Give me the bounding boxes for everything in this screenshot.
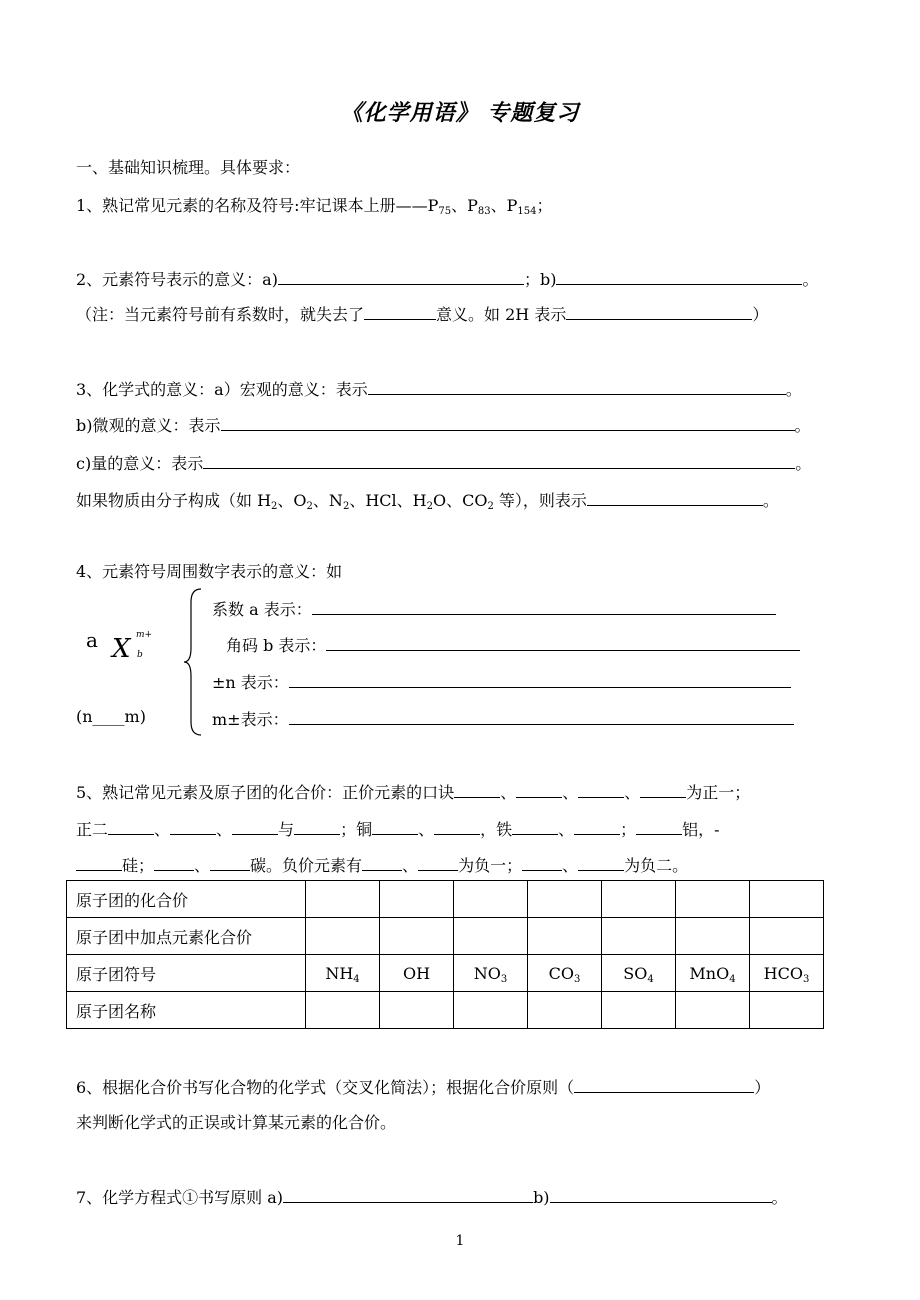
radical-symbol: $CO_3$ <box>528 955 602 992</box>
blank[interactable] <box>454 781 500 798</box>
table-cell[interactable] <box>676 881 750 918</box>
row-header: 原子团中加点元素化合价 <box>67 918 306 955</box>
section2-line2: （注：当元素符号前有系数时，就失去了 意义。如 2H 表示 ） <box>76 305 769 324</box>
row-header: 原子团的化合价 <box>67 881 306 918</box>
section6-line1: 6、根据化合价书写化合物的化学式（交叉化简法）；根据化合价原则（ ） <box>76 1078 771 1097</box>
blank[interactable] <box>434 818 480 835</box>
blank[interactable] <box>636 818 682 835</box>
section7-line1: 7、化学方程式①书写原则 a) b) 。 <box>76 1188 788 1207</box>
row-header: 原子团名称 <box>67 992 306 1029</box>
blank[interactable] <box>364 303 436 320</box>
blank[interactable] <box>294 818 340 835</box>
section1-item1: 1、熟记常见元素的名称及符号:牢记课本上册$——P_{75}$、$P_{83}$、$P_{154}$； <box>76 196 553 217</box>
section3-line2: b)微观的意义：表示 。 <box>76 416 811 435</box>
meaning-subscript: 角码 b 表示： <box>226 634 800 656</box>
radical-symbol: OH <box>380 955 454 992</box>
table-cell[interactable] <box>602 918 676 955</box>
blank[interactable] <box>574 818 620 835</box>
blank[interactable] <box>312 598 776 615</box>
blank[interactable] <box>418 854 458 871</box>
blank[interactable] <box>640 781 686 798</box>
table-cell[interactable] <box>602 992 676 1029</box>
radical-symbol: $SO_4$ <box>602 955 676 992</box>
blank[interactable] <box>574 1076 754 1093</box>
blank[interactable] <box>278 268 524 285</box>
section4-heading: 4、元素符号周围数字表示的意义：如 <box>76 562 343 581</box>
blank[interactable] <box>108 818 154 835</box>
radical-symbol: $NH_4$ <box>306 955 380 992</box>
table-cell[interactable] <box>750 992 824 1029</box>
blank[interactable] <box>566 303 752 320</box>
charge-superscript: m+ <box>136 630 153 640</box>
table-cell[interactable] <box>528 992 602 1029</box>
blank[interactable] <box>289 671 791 688</box>
table-cell[interactable] <box>380 992 454 1029</box>
blank[interactable] <box>289 708 794 725</box>
blank[interactable] <box>587 489 763 506</box>
row-header: 原子团符号 <box>67 955 306 992</box>
page-title: 《化学用语》 专题复习 <box>340 100 580 126</box>
page-number: 1 <box>455 1233 465 1249</box>
blank[interactable] <box>368 378 786 395</box>
meaning-m: m±表示： <box>212 708 794 730</box>
table-cell[interactable] <box>676 918 750 955</box>
table-cell[interactable] <box>306 992 380 1029</box>
n-m-note: (n____m) <box>76 707 146 726</box>
blank[interactable] <box>512 818 558 835</box>
radical-symbol: MnO$_4$ <box>676 955 750 992</box>
coefficient-a: a <box>86 628 98 652</box>
radical-symbol: $NO_3$ <box>454 955 528 992</box>
element-symbol-x: X <box>112 634 131 664</box>
blank[interactable] <box>154 854 194 871</box>
table-cell[interactable] <box>306 918 380 955</box>
section5-line1: 5、熟记常见元素及原子团的化合价：正价元素的口诀 、 、 、 为正一； <box>76 783 751 802</box>
table-cell[interactable] <box>454 918 528 955</box>
table-cell[interactable] <box>306 881 380 918</box>
curly-brace-icon <box>183 588 203 736</box>
table-cell[interactable] <box>750 881 824 918</box>
section2-line1: 2、元素符号表示的意义：a) ；b) 。 <box>76 270 819 289</box>
table-row <box>67 992 824 1029</box>
section5-line2: 正二 、 、 与 ；铜 、 ，铁 、 ； 铝，- <box>76 820 720 839</box>
meaning-coefficient: 系数 a 表示： <box>212 598 776 620</box>
table-cell[interactable] <box>454 992 528 1029</box>
blank[interactable] <box>578 781 624 798</box>
blank[interactable] <box>362 854 402 871</box>
section3-line1: 3、化学式的意义：a）宏观的意义：表示 。 <box>76 380 802 399</box>
blank[interactable] <box>516 781 562 798</box>
table-row <box>67 955 824 992</box>
blank[interactable] <box>522 854 562 871</box>
table-cell[interactable] <box>380 881 454 918</box>
table-cell[interactable] <box>676 992 750 1029</box>
table-row <box>67 918 824 955</box>
blank[interactable] <box>550 1186 772 1203</box>
meaning-n: ±n 表示： <box>212 671 791 693</box>
blank[interactable] <box>578 854 624 871</box>
blank[interactable] <box>170 818 216 835</box>
table-cell[interactable] <box>454 881 528 918</box>
table-cell[interactable] <box>750 918 824 955</box>
section5-line3: 硅； 、 碳。负价元素有 、 为负一； 、 为负二。 <box>76 854 688 876</box>
blank[interactable] <box>221 414 795 431</box>
table-cell[interactable] <box>380 918 454 955</box>
table-cell[interactable] <box>602 881 676 918</box>
blank[interactable] <box>556 268 802 285</box>
section3-line4: 如果物质由分子构成（如 $H_2$、$O_2$、$N_2$、HCl、$H_2O$、$CO_2$ 等），则表示 。 <box>76 491 779 512</box>
blank[interactable] <box>326 634 800 651</box>
blank[interactable] <box>210 854 250 871</box>
table-cell[interactable] <box>528 918 602 955</box>
section3-line3: c)量的意义：表示 。 <box>76 454 812 473</box>
blank[interactable] <box>372 818 418 835</box>
table-row <box>67 881 824 918</box>
blank[interactable] <box>283 1186 533 1203</box>
atom-subscript: b <box>137 650 143 660</box>
blank[interactable] <box>203 452 795 469</box>
section1-heading: 一、基础知识梳理。具体要求： <box>76 158 301 177</box>
table-cell[interactable] <box>528 881 602 918</box>
section6-line2: 来判断化学式的正误或计算某元素的化合价。 <box>76 1113 397 1132</box>
blank[interactable] <box>76 854 122 871</box>
radical-table <box>66 880 824 1029</box>
radical-symbol: $HCO_3$ <box>750 955 824 992</box>
blank[interactable] <box>232 818 278 835</box>
